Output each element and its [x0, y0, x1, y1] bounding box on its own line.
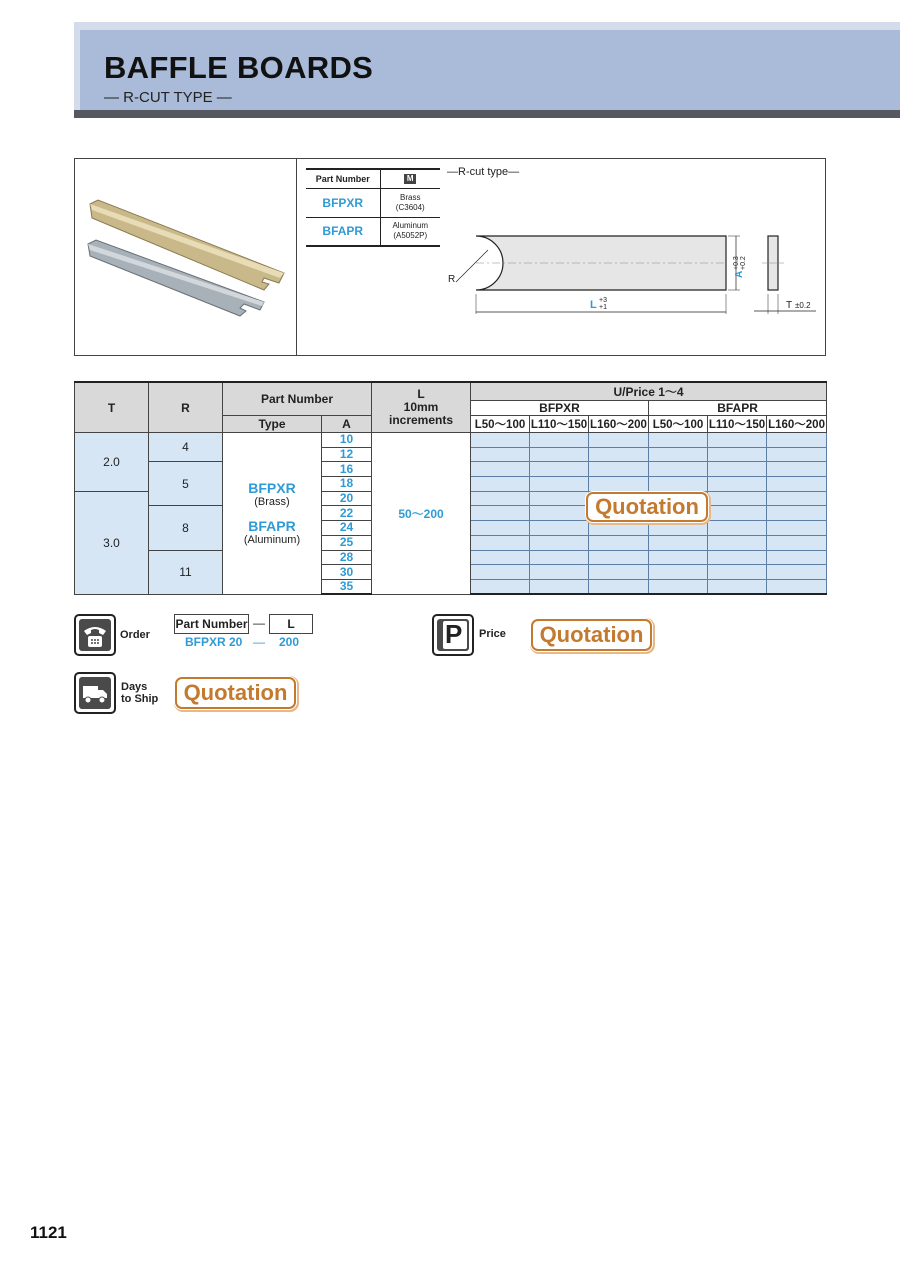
radius-leader: [456, 250, 488, 282]
header-R: R: [149, 382, 223, 433]
width-tol-down: +0.2: [740, 256, 747, 270]
cell-A: 28: [322, 550, 372, 565]
order-dash: —: [253, 616, 265, 630]
thickness-label: T: [786, 300, 793, 311]
cell-A: 10: [322, 433, 372, 448]
header-range: L160〜200: [589, 416, 649, 433]
length-tol-down: +1: [599, 304, 607, 311]
material-icon: M: [404, 174, 416, 184]
cell-L-range: 50〜200: [372, 433, 471, 595]
days-to-ship-label: Days to Ship: [121, 681, 159, 705]
header-L: L 10mm increments: [372, 382, 471, 433]
price-label: Price: [479, 628, 506, 640]
length-label: L: [590, 299, 597, 311]
header-T: T: [75, 382, 149, 433]
length-tol-up: +3: [599, 297, 607, 304]
order-phone-icon: [74, 614, 116, 656]
width-tol-up: +0.3: [733, 256, 740, 270]
header-bfpxr: BFPXR: [471, 401, 649, 416]
header-bfapr: BFAPR: [649, 401, 827, 416]
thickness-tolerance: ±0.2: [795, 301, 811, 310]
header-underline: [74, 110, 900, 118]
material-table: [306, 168, 440, 247]
cell-A: 30: [322, 565, 372, 580]
header-range: L50〜100: [471, 416, 530, 433]
cell-R: 11: [149, 550, 223, 594]
order-part-number-box: Part Number: [174, 614, 249, 634]
header-range: L50〜100: [649, 416, 708, 433]
cell-type: BFPXR (Brass) BFAPR (Aluminum): [223, 433, 322, 595]
width-label: A: [734, 270, 745, 278]
technical-drawing: [440, 220, 825, 320]
cell-A: 22: [322, 506, 372, 521]
header-range: L160〜200: [767, 416, 827, 433]
cell-A: 35: [322, 579, 372, 594]
header-range: L110〜150: [708, 416, 767, 433]
cell-T: 3.0: [75, 491, 149, 594]
header-A: A: [322, 416, 372, 433]
price-quotation: Quotation: [531, 619, 652, 651]
cell-A: 24: [322, 521, 372, 536]
price-quotation-badge: Quotation: [586, 492, 708, 522]
material-row-part: BFAPR: [306, 217, 380, 246]
price-icon: P: [432, 614, 474, 656]
material-row-material: Aluminum (A5052P): [380, 217, 440, 246]
header-range: L110〜150: [530, 416, 589, 433]
order-L-box: L: [269, 614, 313, 634]
material-row-part: BFPXR: [306, 188, 380, 217]
drawing-label: —R-cut type—: [447, 166, 520, 178]
cell-A: 25: [322, 535, 372, 550]
order-example-dash: —: [253, 635, 265, 649]
order-example-L: 200: [279, 635, 300, 649]
truck-icon: [74, 672, 116, 714]
material-table-header-part: Part Number: [306, 169, 380, 188]
page-title: BAFFLE BOARDS: [104, 50, 374, 85]
cell-A: 18: [322, 477, 372, 492]
page-number: 1121: [30, 1223, 67, 1242]
cell-A: 20: [322, 491, 372, 506]
header-part-number: Part Number: [223, 382, 372, 416]
days-quotation: Quotation: [175, 677, 296, 709]
spec-table: [74, 381, 827, 595]
header-type: Type: [223, 416, 322, 433]
product-photo: [84, 198, 290, 318]
radius-label: R: [448, 274, 456, 285]
product-box-divider: [296, 158, 297, 356]
cell-R: 4: [149, 433, 223, 462]
cell-T: 2.0: [75, 433, 149, 492]
cell-A: 12: [322, 447, 372, 462]
material-table-header-material: [380, 169, 440, 188]
cell-R: 5: [149, 462, 223, 506]
header-unit-price: U/Price 1〜4: [471, 382, 827, 401]
cell-R: 8: [149, 506, 223, 550]
page-subtitle: — R-CUT TYPE —: [104, 89, 232, 106]
table-row: [75, 433, 827, 448]
cell-A: 16: [322, 462, 372, 477]
order-label: Order: [120, 629, 150, 641]
material-row-material: Brass (C3604): [380, 188, 440, 217]
order-example-part: BFPXR 20: [185, 635, 243, 649]
